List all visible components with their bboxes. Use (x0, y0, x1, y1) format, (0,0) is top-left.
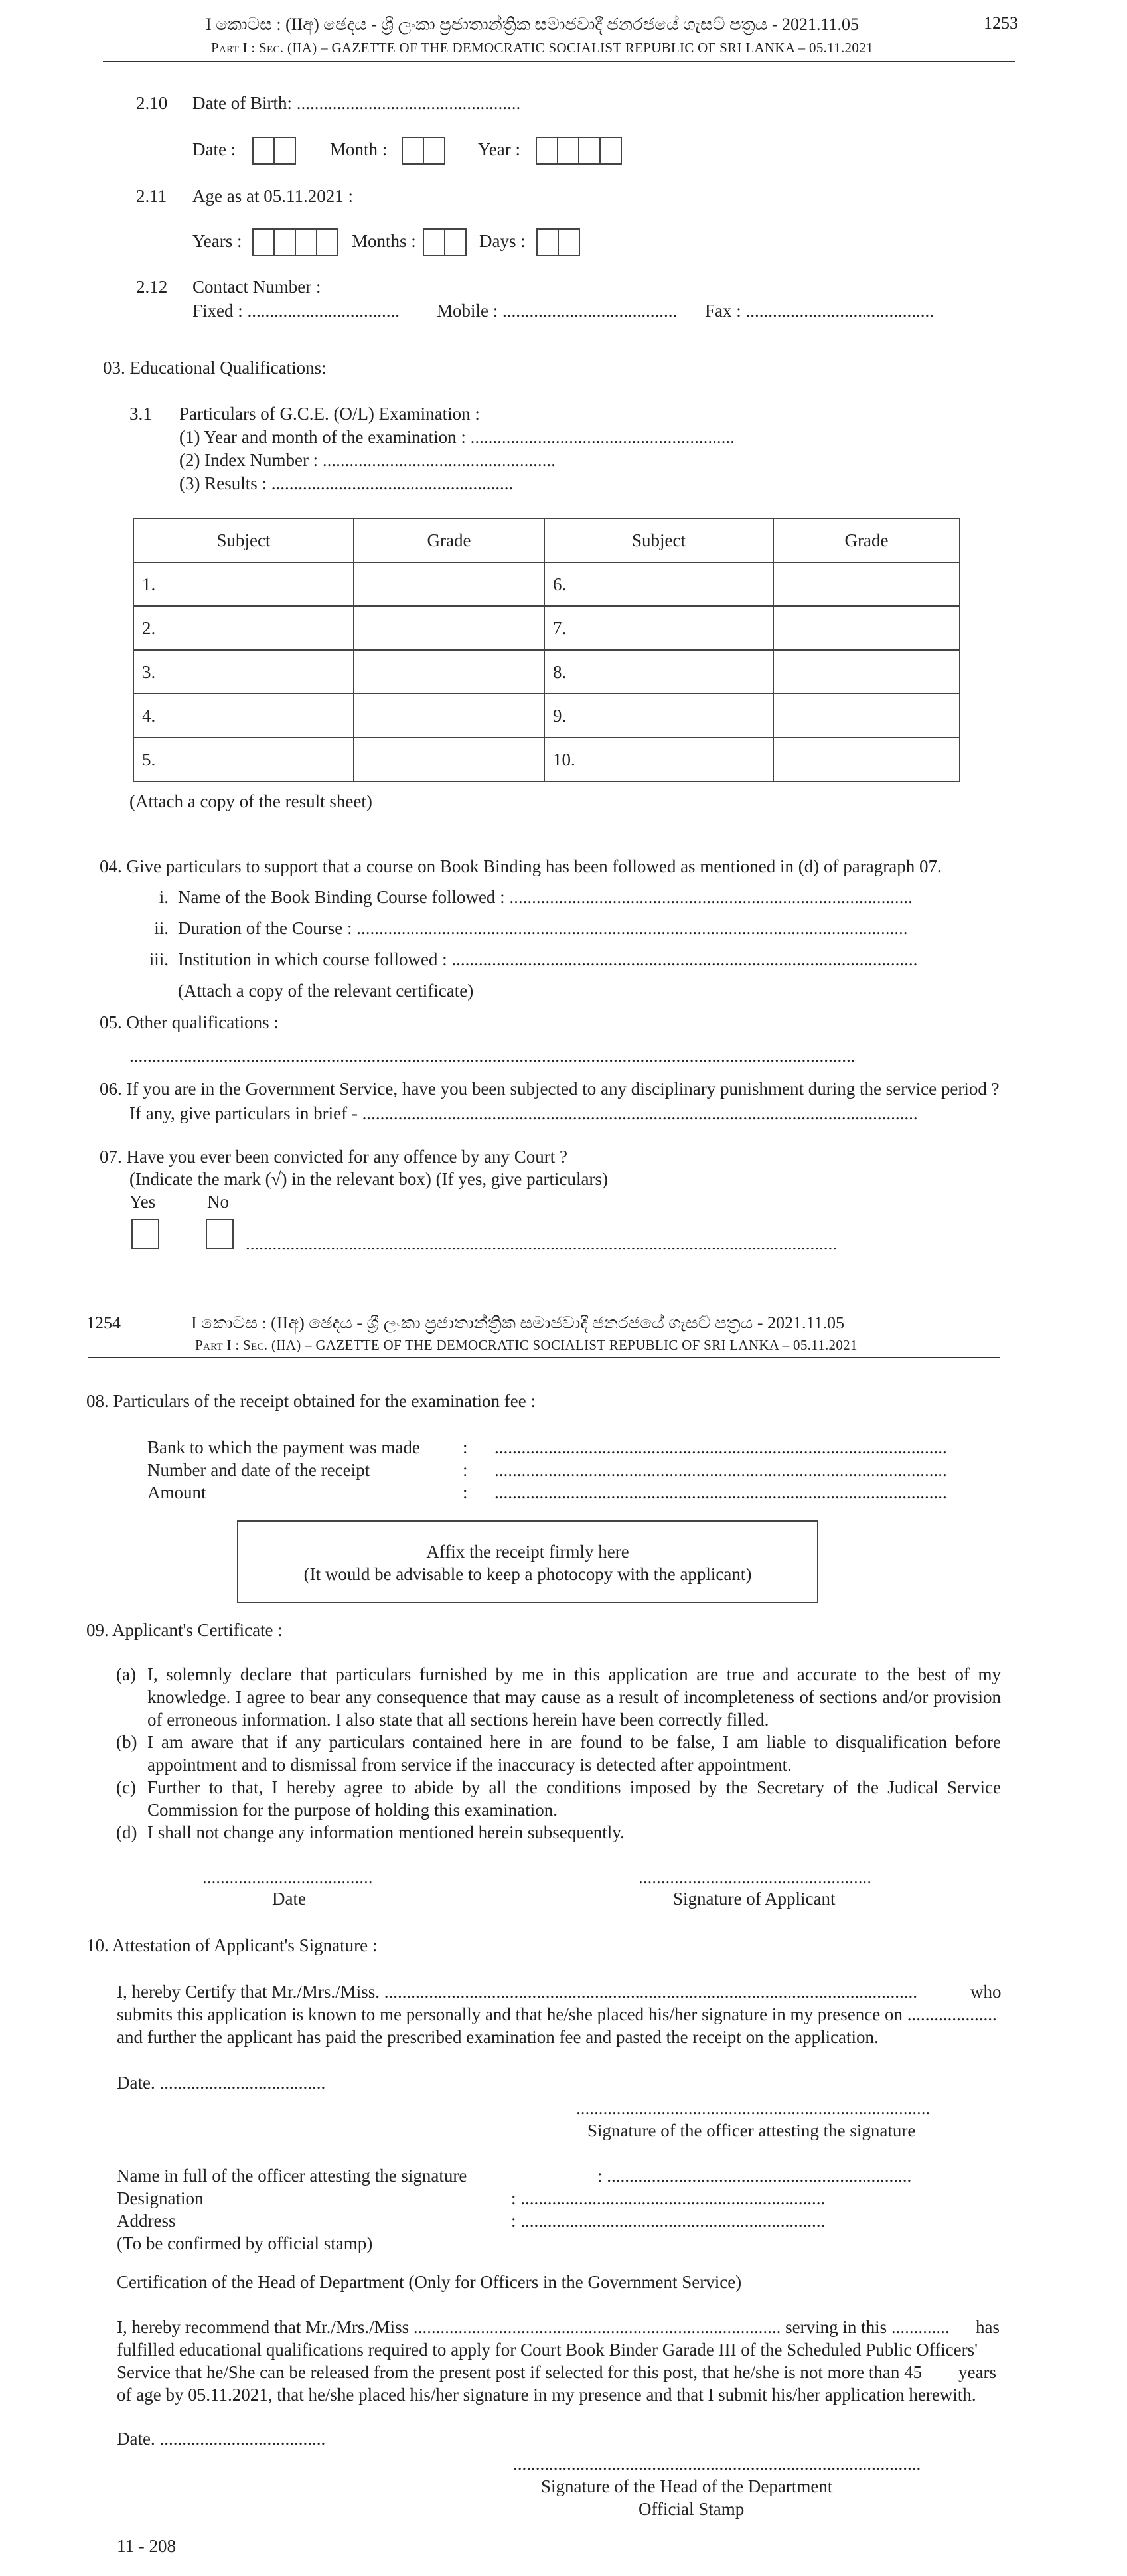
section-10-title: 10. Attestation of Applicant's Signature : (86, 1935, 378, 1955)
col-subject-2: Subject (544, 519, 773, 562)
bank-colon: : (463, 1437, 468, 1457)
col-grade-2: Grade (773, 519, 960, 562)
affix-advice: (It would be advisable to keep a photocopy with the applicant) (303, 1564, 752, 1584)
head-cert-date: Date. ..................................... (117, 2429, 326, 2449)
head-cert-line-1: I, hereby recommend that Mr./Mrs./Miss .................................................................................. serving in this ............. (117, 2317, 950, 2337)
cert-b-text: I am aware that if any particulars contained here in are found to be false, I am liable to disqualification before appointment and to dismissal from service if the inaccuracy is detected after appointment. (147, 1732, 1001, 1775)
age-months-boxes[interactable] (423, 228, 465, 256)
applicant-signature-line: .................................................... (639, 1867, 871, 1887)
head-cert-line-1-end: has (976, 2317, 1000, 2337)
dob-year-label: Year : (478, 139, 521, 159)
table-row (133, 562, 960, 606)
subject-cell[interactable]: 7. (544, 606, 773, 650)
course-duration-field: Duration of the Course : ........................................................................................................................... (178, 918, 908, 938)
ol-year-month: (1) Year and month of the examination : ........................................................... (179, 427, 735, 447)
section-03-title: 03. Educational Qualifications: (103, 358, 327, 378)
attestation-line-2: submits this application is known to me personally and that he/she placed his/her signature in my presence on .................... (117, 2004, 997, 2024)
officer-signature-line: ............................................................................... (576, 2098, 931, 2118)
yes-label: Yes (129, 1192, 156, 1212)
grade-cell[interactable] (773, 650, 960, 694)
head-cert-line-2: fulfilled educational qualifications required to apply for Court Book Binder Garade III of the Scheduled Public Officers' (117, 2340, 978, 2360)
officer-name-label: Name in full of the officer attesting the signature (117, 2166, 467, 2186)
head-cert-line-3-end: years (958, 2362, 996, 2382)
age-months-label: Months : (352, 231, 416, 251)
page-header-sinhala: I කොටස : (IIඅ) ඡෙදය - ශ්‍රී ලංකා ප්‍රජාතාන්ත්‍රික සමාජවාදී ජනරජයේ ගැසට් පත්‍රය - 2021.11.05 (206, 15, 860, 34)
subject-cell[interactable]: 10. (544, 738, 773, 781)
subject-cell[interactable]: 1. (133, 562, 354, 606)
head-certification-title: Certification of the Head of Department (Only for Officers in the Government Service) (117, 2272, 742, 2292)
attestation-date: Date. ..................................... (117, 2073, 326, 2093)
grade-cell[interactable] (354, 738, 544, 781)
header-rule (88, 1357, 1000, 1358)
section-08-title: 08. Particulars of the receipt obtained for the examination fee : (86, 1391, 536, 1411)
grade-cell[interactable] (773, 738, 960, 781)
bank-label: Bank to which the payment was made (147, 1437, 420, 1457)
receipt-field: ..................................................................................................... (494, 1460, 947, 1480)
no-checkbox[interactable] (206, 1219, 234, 1249)
receipt-label: Number and date of the receipt (147, 1460, 370, 1480)
subject-cell[interactable]: 4. (133, 694, 354, 738)
grade-cell[interactable] (773, 562, 960, 606)
head-cert-line-3: Service that he/She can be released from the present post if selected for this post, that he/she is not more than 45 (117, 2362, 923, 2382)
s04-iii-number: iii. (149, 949, 169, 969)
page-number: 1254 (86, 1313, 121, 1332)
attach-result-note: (Attach a copy of the result sheet) (129, 791, 372, 811)
col-subject-1: Subject (133, 519, 354, 562)
subject-cell[interactable]: 5. (133, 738, 354, 781)
address-label: Address (117, 2211, 176, 2231)
grade-cell[interactable] (354, 650, 544, 694)
table-header-row (133, 519, 960, 562)
age-years-label: Years : (192, 231, 242, 251)
dob-year-boxes[interactable] (536, 137, 621, 165)
section-2-12-number: 2.12 (136, 277, 168, 297)
attestation-line-3: and further the applicant has paid the prescribed examination fee and pasted the receipt on the application. (117, 2027, 879, 2047)
table-row (133, 738, 960, 781)
receipt-colon: : (463, 1460, 468, 1480)
amount-colon: : (463, 1483, 468, 1502)
cert-c-text: Further to that, I hereby agree to abide by all the conditions imposed by the Secretary of the Judical Service Commission for the purpose of holding this examination. (147, 1777, 1001, 1820)
section-3-1-title: Particulars of G.C.E. (O/L) Examination : (179, 404, 480, 424)
yes-checkbox[interactable] (131, 1219, 159, 1249)
attestation-line-1-end: who (970, 1982, 1002, 2002)
grade-cell[interactable] (773, 694, 960, 738)
results-table (133, 518, 960, 782)
amount-field: ..................................................................................................... (494, 1483, 947, 1502)
section-07-question: 07. Have you ever been convicted for any offence by any Court ? (100, 1147, 567, 1167)
designation-label: Designation (117, 2188, 204, 2208)
contact-fax: Fax : .......................................... (705, 301, 935, 321)
section-09-title: 09. Applicant's Certificate : (86, 1620, 283, 1640)
header-rule (103, 61, 1015, 62)
officer-name-field: : .................................................................... (597, 2166, 912, 2186)
age-days-boxes[interactable] (536, 228, 579, 256)
head-signature-label: Signature of the Head of the Department (541, 2476, 833, 2496)
head-signature-line: ........................................................................................... (513, 2454, 921, 2474)
designation-field: : .................................................................... (511, 2188, 826, 2208)
official-stamp-label: Official Stamp (639, 2499, 745, 2519)
cert-d-text: I shall not change any information mentioned herein subsequently. (147, 1822, 625, 1842)
subject-cell[interactable]: 3. (133, 650, 354, 694)
cert-a-label: (a) (116, 1664, 136, 1684)
age-label: Age as at 05.11.2021 : (192, 186, 353, 206)
footer-code: 11 - 208 (117, 2536, 176, 2556)
affix-instruction: Affix the receipt firmly here (426, 1542, 629, 1562)
dob-month-boxes[interactable] (402, 137, 444, 165)
cert-c-label: (c) (116, 1777, 136, 1797)
subject-cell[interactable]: 6. (544, 562, 773, 606)
head-cert-line-4: of age by 05.11.2021, that he/she placed his/her signature in my presence and that I submit his/her application herewith. (117, 2385, 976, 2405)
table-row (133, 650, 960, 694)
page-header-english: Part I : Sec. (IIA) – GAZETTE OF THE DEMOCRATIC SOCIALIST REPUBLIC OF SRI LANKA – 05.11.2021 (211, 40, 873, 56)
contact-mobile: Mobile : ....................................... (437, 301, 678, 321)
applicant-date-label: Date (272, 1889, 306, 1909)
dob-label: Date of Birth: .................................................. (192, 93, 521, 113)
s04-ii-number: ii. (154, 918, 169, 938)
page-number: 1253 (984, 13, 1018, 33)
cert-b-label: (b) (116, 1732, 137, 1752)
address-field: : .................................................................... (511, 2211, 826, 2231)
dob-date-boxes[interactable] (252, 137, 295, 165)
attestation-line-1: I, hereby Certify that Mr./Mrs./Miss. ....................................................................................................................... (117, 1982, 917, 2002)
conviction-particulars-line: .................................................................................................................................... (246, 1234, 837, 1253)
ol-index-number: (2) Index Number : .................................................... (179, 450, 556, 470)
cert-d-label: (d) (116, 1822, 137, 1842)
contact-fixed: Fixed : .................................. (192, 301, 400, 321)
no-label: No (207, 1192, 229, 1212)
subject-cell[interactable]: 9. (544, 694, 773, 738)
table-row (133, 606, 960, 650)
other-qualifications-line: .................................................................................................................................................................. (129, 1046, 856, 1066)
officer-signature-label: Signature of the officer attesting the signature (587, 2121, 916, 2140)
age-years-boxes[interactable] (252, 228, 337, 256)
s04-i-number: i. (159, 887, 169, 907)
subject-cell[interactable]: 2. (133, 606, 354, 650)
course-institution-field: Institution in which course followed : ........................................................................................................ (178, 949, 918, 969)
table-row (133, 694, 960, 738)
page-header-sinhala: I කොටස : (IIඅ) ඡෙදය - ශ්‍රී ලංකා ප්‍රජාතාන්ත්‍රික සමාජවාදී ජනරජයේ ගැසට් පත්‍රය - 2021.11.05 (191, 1313, 845, 1332)
amount-label: Amount (147, 1483, 206, 1502)
ol-results: (3) Results : ...................................................... (179, 473, 514, 493)
grade-cell[interactable] (354, 694, 544, 738)
section-06-particulars: If any, give particulars in brief - ............................................................................................................................ (129, 1103, 918, 1123)
section-07-instruction: (Indicate the mark (√) in the relevant box) (If yes, give particulars) (129, 1169, 609, 1189)
cert-a-text: I, solemnly declare that particulars furnished by me in this application are true and accurate to the best of my knowledge. I agree to bear any consequence that may cause as a result of incompleteness of sections and/or provision of erroneous information. I also state that all sections herein have been correctly filled. (147, 1664, 1001, 1730)
grade-cell[interactable] (354, 606, 544, 650)
col-grade-1: Grade (354, 519, 544, 562)
dob-date-label: Date : (192, 139, 236, 159)
applicant-date-line: ...................................... (202, 1867, 373, 1887)
subject-cell[interactable]: 8. (544, 650, 773, 694)
section-06-question: 06. If you are in the Government Service, have you been subjected to any disciplinary punishment during the service period ? (100, 1079, 1000, 1099)
applicant-signature-label: Signature of Applicant (673, 1889, 836, 1909)
bank-field: ..................................................................................................... (494, 1437, 947, 1457)
contact-label: Contact Number : (192, 277, 321, 297)
attach-certificate-note: (Attach a copy of the relevant certificate) (178, 981, 474, 1001)
section-04-title: 04. Give particulars to support that a course on Book Binding has been followed as mentioned in (d) of paragraph 07. (100, 856, 942, 876)
dob-month-label: Month : (330, 139, 388, 159)
age-days-label: Days : (479, 231, 526, 251)
page-header-english: Part I : Sec. (IIA) – GAZETTE OF THE DEMOCRATIC SOCIALIST REPUBLIC OF SRI LANKA – 05.11.2021 (195, 1337, 858, 1353)
section-3-1-number: 3.1 (129, 404, 152, 424)
section-2-11-number: 2.11 (136, 186, 167, 206)
section-05-title: 05. Other qualifications : (100, 1012, 279, 1032)
official-stamp-note: (To be confirmed by official stamp) (117, 2233, 373, 2253)
section-2-10-number: 2.10 (136, 93, 168, 113)
grade-cell[interactable] (354, 562, 544, 606)
course-name-field: Name of the Book Binding Course followed : .......................................................................................... (178, 887, 913, 907)
grade-cell[interactable] (773, 606, 960, 650)
